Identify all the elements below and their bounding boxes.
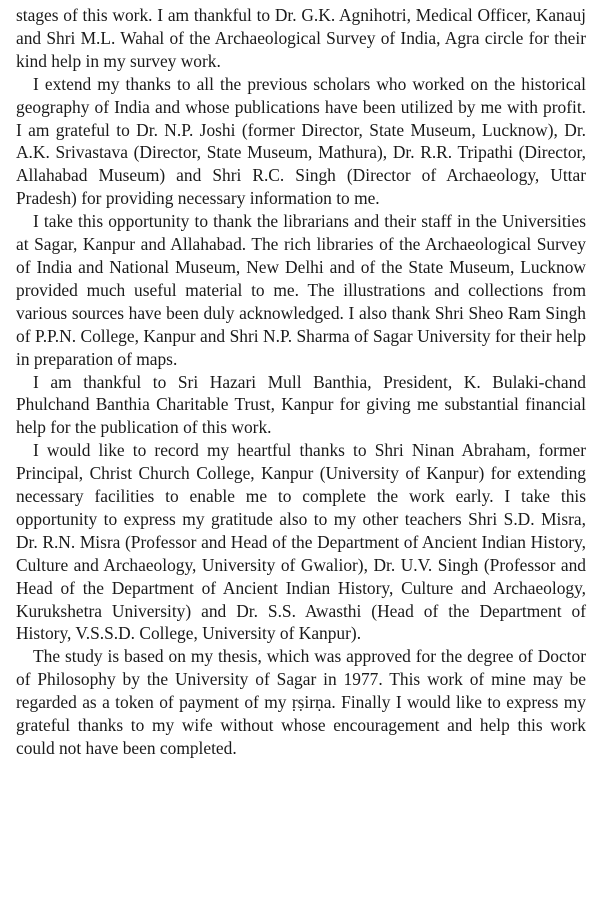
paragraph-4: I am thankful to Sri Hazari Mull Banthia, President, K. Bulaki-chand Phulchand Banthia Charitable Trust, Kanpur for giving me substantial financial help for the publication of this work. bbox=[16, 371, 586, 438]
paragraph-1: stages of this work. I am thankful to Dr. G.K. Agnihotri, Medical Officer, Kanauj and Shri M.L. Wahal of the Archaeological Survey of India, Agra circle for their kind help in my survey work. bbox=[16, 5, 586, 71]
document-page bbox=[16, 4, 586, 760]
paragraph-5: I would like to record my heartful thanks to Shri Ninan Abraham, former Principal, Christ Church College, Kanpur (University of Kanpur) for extending necessary facilities to enable me to complete the work early. I take this opportunity to express my gratitude also to my other teachers Shri S.D. Misra, Dr. R.N. Misra (Professor and Head of the Department of Ancient Indian History, Culture and Archaeology, University of Gwalior), Dr. U.V. Singh (Professor and Head of the Department of Ancient Indian History, Culture and Archaeology, Kurukshetra University) and Dr. S.S. Awasthi (Head of the Department of History, V.S.S.D. College, University of Kanpur). bbox=[16, 440, 586, 644]
paragraph-6: The study is based on my thesis, which was approved for the degree of Doctor of Philosophy by the University of Sagar in 1977. This work of mine may be regarded as a token of payment of my ṛṣirṇa. Finally I would like to express my grateful thanks to my wife without whose encouragement and help this work could not have been completed. bbox=[16, 646, 586, 758]
paragraph-2: I extend my thanks to all the previous scholars who worked on the historical geography of India and whose publications have been utilized by me with profit. I am grateful to Dr. N.P. Joshi (former Director, State Museum, Lucknow), Dr. A.K. Srivastava (Director, State Museum, Mathura), Dr. R.R. Tripathi (Director, Allahabad Museum) and Shri R.C. Singh (Director of Archaeology, Uttar Pradesh) for providing necessary information to me. bbox=[16, 73, 586, 209]
paragraph-3: I take this opportunity to thank the librarians and their staff in the Universities at Sagar, Kanpur and Allahabad. The rich libraries of the Archaeological Survey of India and National Museum, New Delhi and of the State Museum, Lucknow provided much useful material to me. The illustrations and collections from various sources have been duly acknowledged. I also thank Shri Sheo Ram Singh of P.P.N. College, Kanpur and Shri N.P. Sharma of Sagar University for their help in preparation of maps. bbox=[16, 211, 586, 369]
